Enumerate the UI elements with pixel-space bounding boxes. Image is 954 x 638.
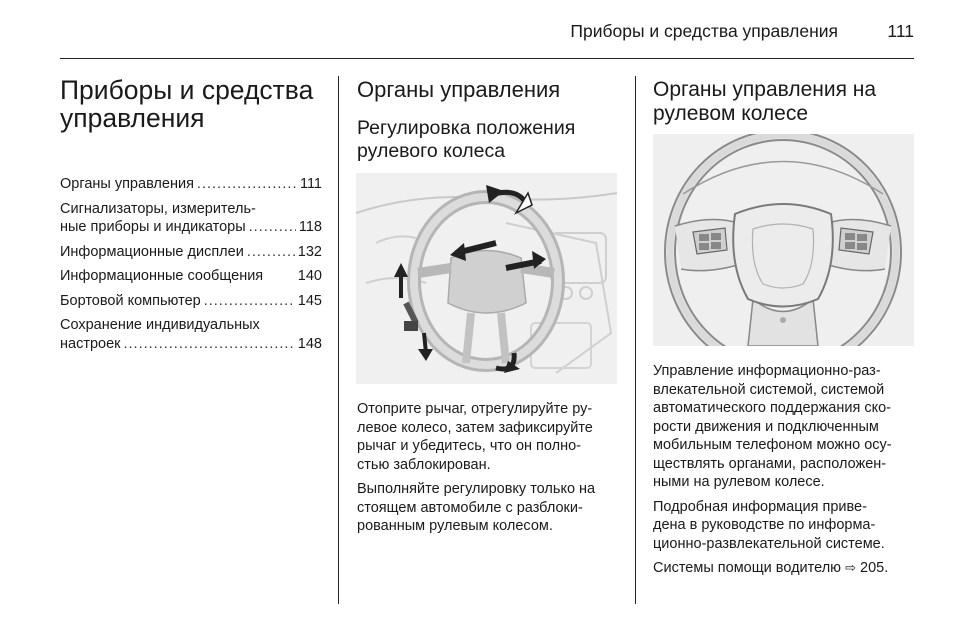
toc-entry-controls[interactable]	[60, 175, 322, 194]
text-line: рости движения и подключенным	[653, 418, 879, 435]
chapter-title-line: Приборы и средства	[60, 75, 314, 105]
text-line: Выполняйте регулировку только на	[357, 481, 596, 497]
text-line: стью заблокирован.	[357, 456, 491, 473]
toc-leader-dots	[204, 292, 295, 311]
steering-column-lever-icon	[356, 173, 617, 384]
toc-entry-page: 140	[297, 268, 322, 284]
text-line: влекательной системой, системой	[653, 381, 885, 398]
toc-leader-dots	[124, 335, 295, 354]
steering-adjust-text	[357, 400, 625, 542]
toc-entry-page: 118	[298, 219, 322, 235]
toc-entry-page: 145	[297, 292, 322, 309]
paragraph	[653, 498, 921, 554]
running-header-title: Приборы и средства управления	[570, 21, 838, 41]
chapter-title	[60, 76, 335, 132]
text-line: Управление информационно-раз-	[653, 363, 881, 379]
text-line: рованным рулевым колесом.	[357, 518, 553, 534]
text-line: ными на рулевом колесе.	[653, 474, 825, 490]
steering-wheel-controls-illustration	[653, 134, 914, 346]
toc-entry-page: 132	[297, 243, 322, 260]
subsection-title-steering-adjust	[357, 117, 575, 163]
wheel-controls-text	[653, 362, 921, 584]
paragraph	[653, 362, 921, 492]
toc-entry-label: Сигнализаторы, измеритель-	[60, 200, 256, 217]
toc-leader-dots	[249, 218, 296, 237]
toc-entry-personal-settings[interactable]	[60, 316, 322, 353]
toc-entry-trip-computer[interactable]	[60, 292, 322, 311]
toc-entry-label: настроек	[60, 335, 121, 352]
steering-adjust-illustration	[356, 173, 617, 384]
reference-page: 205.	[860, 560, 889, 576]
text-line: дена в руководстве по информа-	[653, 517, 876, 533]
section-title-line: рулевом колесе	[653, 102, 809, 125]
column-divider-right	[635, 76, 636, 604]
text-line: стоящем автомобиле с разблоки-	[357, 499, 583, 516]
steering-wheel-icon	[653, 134, 914, 346]
reference-line[interactable]	[653, 559, 921, 578]
text-line: левое колесо, затем зафиксируйте	[357, 419, 593, 436]
toc-entry-info-displays[interactable]	[60, 243, 322, 262]
section-title-line: Органы управления на	[653, 78, 877, 101]
toc-entry-page: 111	[299, 176, 322, 192]
paragraph	[357, 480, 625, 536]
page-number: 111	[887, 21, 914, 41]
toc-leader-dots	[247, 243, 295, 262]
toc-entry-label: Информационные дисплеи	[60, 243, 244, 260]
subsection-title-line: Регулировка положения	[357, 117, 576, 139]
toc-entry-page: 148	[297, 335, 322, 352]
toc-leader-dots	[197, 175, 297, 194]
toc-entry-label: Органы управления	[60, 176, 194, 192]
text-line: ществлять органами, расположен-	[653, 455, 887, 472]
section-title-wheel-controls	[653, 78, 876, 126]
text-line: автоматического поддержания ско-	[653, 400, 891, 416]
paragraph	[357, 400, 625, 474]
section-title-controls: Органы управления	[357, 77, 561, 102]
toc-entry-info-messages[interactable]	[60, 267, 322, 286]
reference-arrow-icon: ⇨	[845, 560, 856, 575]
subsection-title-line: рулевого колеса	[357, 140, 506, 162]
text-line: ционно-развлекательной системе.	[653, 535, 885, 552]
chapter-title-line: управления	[60, 103, 205, 133]
page-header	[60, 18, 914, 58]
toc-entry-label: Бортовой компьютер	[60, 292, 201, 309]
text-line: рычаг и убедитесь, что он полно-	[357, 438, 581, 454]
column-divider-left	[338, 76, 339, 604]
text-line: Подробная информация приве-	[653, 498, 867, 515]
toc-entry-label: ные приборы и индикаторы	[60, 219, 246, 235]
table-of-contents	[60, 175, 322, 359]
reference-text: Системы помощи водителю	[653, 560, 842, 576]
text-line: Отоприте рычаг, отрегулируйте ру-	[357, 401, 593, 417]
toc-entry-label: Информационные сообщения	[60, 268, 264, 284]
toc-entry-label: Сохранение индивидуальных	[60, 317, 260, 333]
text-line: мобильным телефоном можно осу-	[653, 437, 892, 453]
header-rule	[60, 58, 914, 59]
toc-entry-indicators[interactable]	[60, 200, 322, 237]
